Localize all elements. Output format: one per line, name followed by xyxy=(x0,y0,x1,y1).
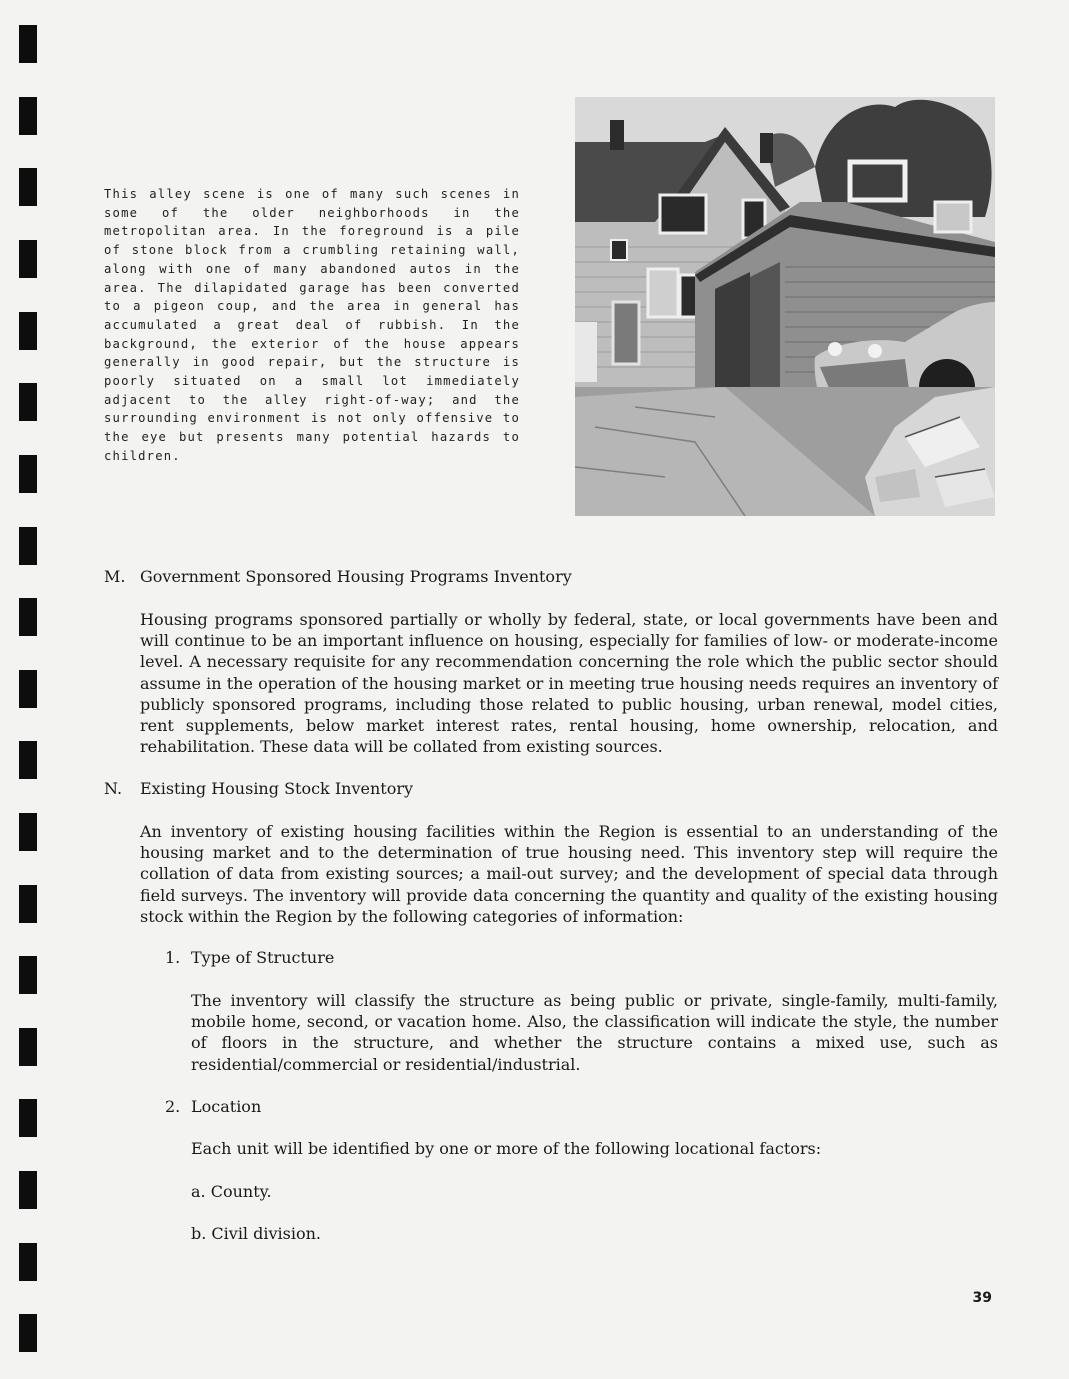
section-n-label: N. xyxy=(104,779,123,798)
binding-hole xyxy=(19,956,37,994)
binding-hole xyxy=(19,741,37,779)
list-item: a. County. xyxy=(191,1182,272,1201)
binding-hole xyxy=(19,1243,37,1281)
section-n-body: An inventory of existing housing facilities within the Region is essential to an understanding of the housing market and to the determination of true housing need. This inventory step will require the collation of data from existing sources; a mail-out survey; and the development of special data through field surveys. The inventory will provide data concerning the quantity and quality of the existing housing stock within the Region by the following categories of information: xyxy=(140,822,998,926)
section-m-title: Government Sponsored Housing Programs Inventory xyxy=(140,567,572,586)
section-n-heading xyxy=(104,778,704,800)
subsection-2-heading xyxy=(165,1096,565,1118)
binding-hole xyxy=(19,670,37,708)
binding-hole xyxy=(19,455,37,493)
binding-hole xyxy=(19,1099,37,1137)
list-item: b. Civil division. xyxy=(191,1224,321,1243)
subsection-1-body: The inventory will classify the structure as being public or private, single-family, multi-family, mobile home, second, or vacation home. Also, the classification will indicate the style, the number of floors in the structure, and whether the structure contains a mixed use, such as residential/commercial or residential/industrial. xyxy=(191,991,998,1074)
binding-hole xyxy=(19,240,37,278)
page-number: 39 xyxy=(972,1290,992,1306)
binding-hole xyxy=(19,25,37,63)
binding-hole xyxy=(19,1314,37,1352)
subsection-1-label: 1. xyxy=(165,948,181,967)
alley-scene-photo xyxy=(575,97,995,516)
photo-illustration xyxy=(575,97,995,516)
binding-hole xyxy=(19,1171,37,1209)
binding-hole xyxy=(19,1028,37,1066)
subsection-2-title: Location xyxy=(191,1097,262,1116)
section-m-heading xyxy=(104,566,704,588)
binding-hole xyxy=(19,813,37,851)
section-n-title: Existing Housing Stock Inventory xyxy=(140,779,414,798)
binding-hole xyxy=(19,885,37,923)
binding-hole xyxy=(19,383,37,421)
photo-caption: This alley scene is one of many such scenes in some of the older neighborhoods in the metropolitan area. In the foreground is a pile of stone block from a crumbling retaining wall, along with one of many abandoned autos in the area. The dilapidated garage has been converted to a pigeon coup, and the area in general has accumulated a great deal of rubbish. In the background, the exterior of the house appears generally in good repair, but the structure is poorly situated on a small lot immediately adjacent to the alley right-of-way; and the surrounding environment is not only offensive to the eye but presents many potential hazards to children. xyxy=(104,187,520,463)
binding-hole xyxy=(19,312,37,350)
binding-hole xyxy=(19,598,37,636)
subsection-1-heading xyxy=(165,947,565,969)
binding-hole xyxy=(19,168,37,206)
subsection-1-title: Type of Structure xyxy=(191,948,335,967)
subsection-2-label: 2. xyxy=(165,1097,181,1116)
binding-hole xyxy=(19,97,37,135)
section-m-body: Housing programs sponsored partially or wholly by federal, state, or local governments have been and will continue to be an important influence on housing, especially for families of low- or moderate-income level. A necessary requisite for any recommendation concerning the role which the public sector should assume in the operation of the housing market or in meeting true housing needs requires an inventory of publicly sponsored programs, including those related to public housing, urban renewal, model cities, rent supplements, below market interest rates, rental housing, home ownership, relocation, and rehabilitation. These data will be collated from existing sources. xyxy=(140,610,998,757)
subsection-2-body: Each unit will be identified by one or more of the following locational factors: xyxy=(191,1139,822,1158)
section-m-label: M. xyxy=(104,567,126,586)
binding-hole xyxy=(19,527,37,565)
